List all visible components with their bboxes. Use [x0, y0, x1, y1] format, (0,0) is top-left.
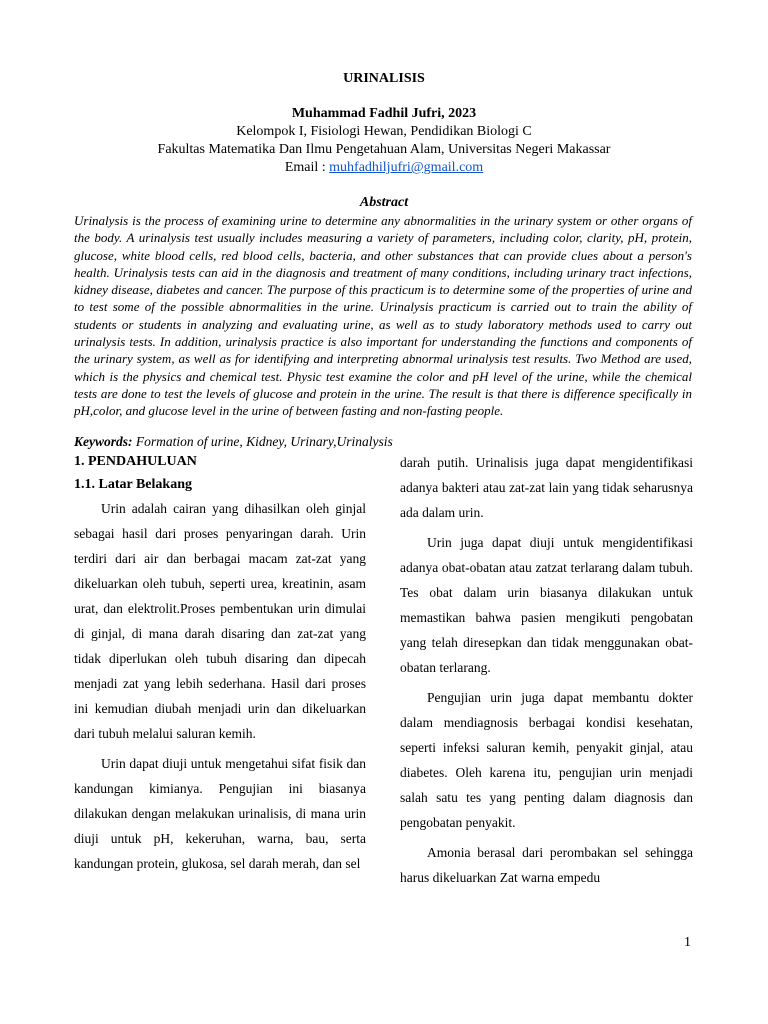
- left-column: [74, 450, 366, 876]
- abstract-text: Urinalysis is the process of examining urine to determine any abnormalities in the urinary system or other organs of the body. A urinalysis test usually includes measuring a variety of parameters, including color, clarity, pH, protein, glucose, white blood cells, red blood cells, bacteria, and other substances that can provide clues about a person's health. Urinalysis tests can aid in the diagnosis and treatment of many conditions, including urinary tract infections, kidney disease, diabetes and cancer. The purpose of this practicum is to determine some of the properties of urine and to test some of the possible abnormalities in the urine. Urinalysis practicum is carried out to train the ability of students or students in analyzing and evaluating urine, as well as to study laboratory methods used to carry out urinalysis tests. In addition, urinalysis practice is also important for understanding the functions and components of the urinary system, as well as for identifying and interpreting abnormal urinalysis test results. Two Method are used, which is the physics and chemical test. Physic test examine the color and pH level of the urine, while the chemical tests are done to test the levels of glucose and protein in the urine. The result is that there is difference specifically in pH,color, and glucose level in the urine of between fasting and non-fasting people.: [74, 213, 692, 419]
- body-paragraph: Urin juga dapat diuji untuk mengidentifikasi adanya obat-obatan atau zatzat terlarang dalam tubuh. Tes obat dalam urin biasanya dilakukan untuk memastikan bahwa pasien mengikuti pengobatan yang telah diresepkan dan tidak menggunakan obat-obatan terlarang.: [400, 535, 693, 675]
- body-paragraph: Amonia berasal dari perombakan sel sehingga harus dikeluarkan Zat warna empedu: [400, 845, 693, 885]
- email-label: Email :: [284, 160, 330, 175]
- affiliation-institution: Fakultas Matematika Dan Ilmu Pengetahuan Alam, Universitas Negeri Makassar: [157, 142, 611, 157]
- body-paragraph: Urin dapat diuji untuk mengetahui sifat fisik dan kandungan kimianya. Pengujian ini biasanya dilakukan dengan melakukan urinalisis, di mana urin diuji untuk pH, kekeruhan, warna, bau, serta kandungan protein, glukosa, sel darah merah, dan sel: [74, 756, 366, 871]
- body-paragraph: Pengujian urin juga dapat membantu dokter dalam mendiagnosis berbagai kondisi kesehatan, seperti infeksi saluran kemih, penyakit ginjal, atau diabetes. Oleh karena itu, pengujian urin menjadi salah satu tes yang penting dalam diagnosis dan pengobatan penyakit.: [400, 690, 693, 830]
- email-link[interactable]: muhfadhiljufri@gmail.com: [329, 160, 484, 175]
- body-paragraph: darah putih. Urinalisis juga dapat mengidentifikasi adanya bakteri atau zat-zat lain yang tidak seharusnya ada dalam urin.: [400, 455, 693, 520]
- author-line: Muhammad Fadhil Jufri, 2023: [291, 106, 477, 121]
- body-paragraph: Urin adalah cairan yang dihasilkan oleh ginjal sebagai hasil dari proses penyaringan darah. Urin terdiri dari air dan berbagai macam zat-zat yang dikeluarkan oleh tubuh, seperti urea, kreatinin, asam urat, dan elektrolit.Proses pembentukan urin dimulai di ginjal, di mana darah disaring dan zat-zat yang tidak diperlukan oleh tubuh disaring dan dipecah menjadi zat yang lebih sederhana. Hasil dari proses ini kemudian diubah menjadi urin dan dikeluarkan dari tubuh melalui saluran kemih.: [74, 501, 366, 741]
- email-line: [0, 159, 768, 177]
- paper-title: URINALISIS: [343, 71, 425, 86]
- subsection-heading: 1.1. Latar Belakang: [74, 477, 192, 492]
- right-column: [400, 450, 693, 890]
- keywords-text: Formation of urine, Kidney, Urinary,Urinalysis: [132, 434, 393, 449]
- keywords-label: Keywords:: [74, 434, 133, 449]
- section-heading: 1. PENDAHULUAN: [74, 454, 197, 469]
- page-number: 1: [684, 935, 691, 950]
- keywords-line: [74, 433, 692, 451]
- abstract-heading: Abstract: [359, 195, 409, 210]
- affiliation-group: Kelompok I, Fisiologi Hewan, Pendidikan Biologi C: [236, 124, 532, 139]
